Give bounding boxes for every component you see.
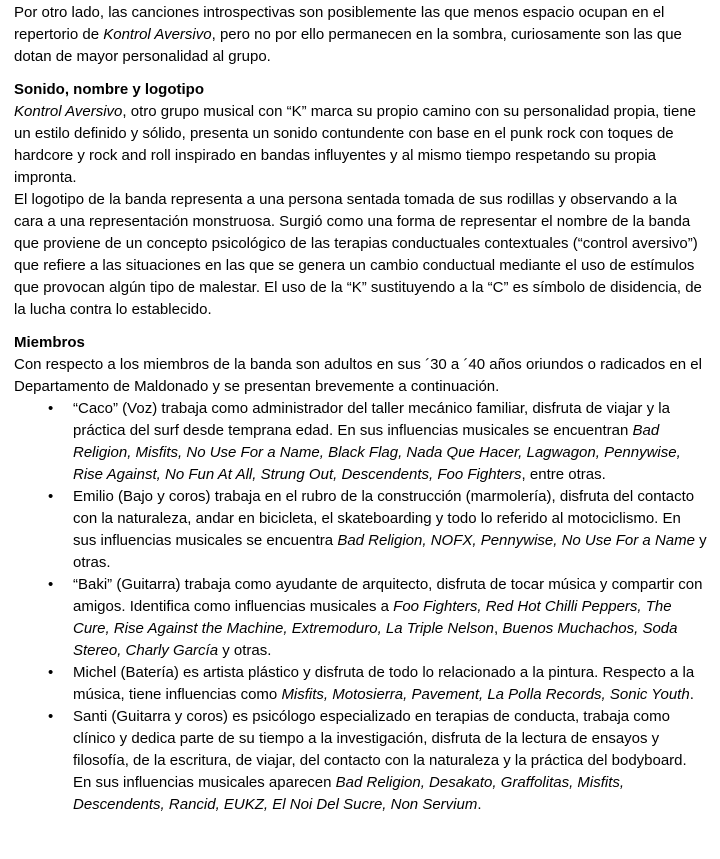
- bullet-icon: •: [48, 664, 54, 681]
- member-text: “Caco” (Voz) trabaja como administrador del taller mecánico familiar, disfruta de viajar y la práctica del surf desde temprana edad. En sus influencias musicales se encuentran Bad Religion, Misfits, No Use For a Name, Black Flag, Nada Que Hacer, Lagwagon, Pennywise, Rise Against, No Fun At All, Strung Out, Descendents, Foo Fighters, entre otras.: [73, 400, 681, 483]
- bullet-icon: •: [48, 576, 54, 593]
- member-text: Michel (Batería) es artista plástico y disfruta de todo lo relacionado a la pintura. Respecto a la música, tiene influencias como Misfits, Motosierra, Pavement, La Polla Records, Sonic Youth.: [73, 664, 695, 703]
- bullet-icon: •: [48, 708, 54, 725]
- paragraph-logotipo: El logotipo de la banda representa a una persona sentada tomada de sus rodillas y observando a la cara a una representación monstruosa. Surgió como una forma de representar el nombre de la banda que proviene de un concepto psicológico de las terapias conductuales contextuales (“control aversivo”) que refiere a las situaciones en las que se genera un cambio conductual mediante el uso de estímulos que provocan algún tipo de malestar. El uso de la “K” sustituyendo a la “C” es símbolo de disidencia, de la lucha contra lo establecido.: [14, 191, 702, 318]
- member-item-michel: [14, 662, 707, 706]
- member-text: “Baki” (Guitarra) trabaja como ayudante de arquitecto, disfruta de tocar música y compartir con amigos. Identifica como influencias musicales a Foo Fighters, Red Hot Chilli Peppers, The Cure, Rise Against the Machine, Extremoduro, La Triple Nelson, Buenos Muchachos, Soda Stereo, Charly García y otras.: [73, 576, 703, 659]
- member-text: Santi (Guitarra y coros) es psicólogo especializado en terapias de conducta, trabaja como clínico y dedica parte de su tiempo a la investigación, disfruta de la lectura de ensayos y filosofía, de la escritura, de viajar, del contacto con la naturaleza y la práctica del bodyboard. En sus influencias musicales aparecen Bad Religion, Desakato, Graffolitas, Misfits, Descendents, Rancid, EUKZ, El Noi Del Sucre, Non Servium.: [73, 708, 687, 813]
- bullet-icon: •: [48, 400, 54, 417]
- section-heading-sonido: Sonido, nombre y logotipo: [14, 81, 204, 98]
- paragraph-intro: Por otro lado, las canciones introspectivas son posiblemente las que menos espacio ocupan en el repertorio de Kontrol Aversivo, pero no por ello permanecen en la sombra, curiosamente son las que dotan de mayor personalidad al grupo.: [14, 4, 682, 65]
- member-item-baki: [14, 574, 707, 662]
- member-item-santi: [14, 706, 707, 816]
- member-item-emilio: [14, 486, 707, 574]
- member-item-caco: [14, 398, 707, 486]
- bullet-icon: •: [48, 488, 54, 505]
- paragraph-miembros-intro: Con respecto a los miembros de la banda son adultos en sus ´30 a ´40 años oriundos o radicados en el Departamento de Maldonado y se presentan brevemente a continuación.: [14, 356, 702, 395]
- paragraph-sonido: Kontrol Aversivo, otro grupo musical con “K” marca su propio camino con su personalidad propia, tiene un estilo definido y sólido, presenta un sonido contundente con base en el punk rock con toques de hardcore y rock and roll inspirado en bandas influyentes y al mismo tiempo respetando su propia impronta.: [14, 103, 697, 186]
- member-text: Emilio (Bajo y coros) trabaja en el rubro de la construcción (marmolería), disfruta del contacto con la naturaleza, andar en bicicleta, el skateboarding y todo lo referido al motociclismo. En sus influencias musicales se encuentra Bad Religion, NOFX, Pennywise, No Use For a Name y otras.: [73, 488, 707, 571]
- section-heading-miembros: Miembros: [14, 334, 85, 351]
- members-list: [14, 398, 707, 816]
